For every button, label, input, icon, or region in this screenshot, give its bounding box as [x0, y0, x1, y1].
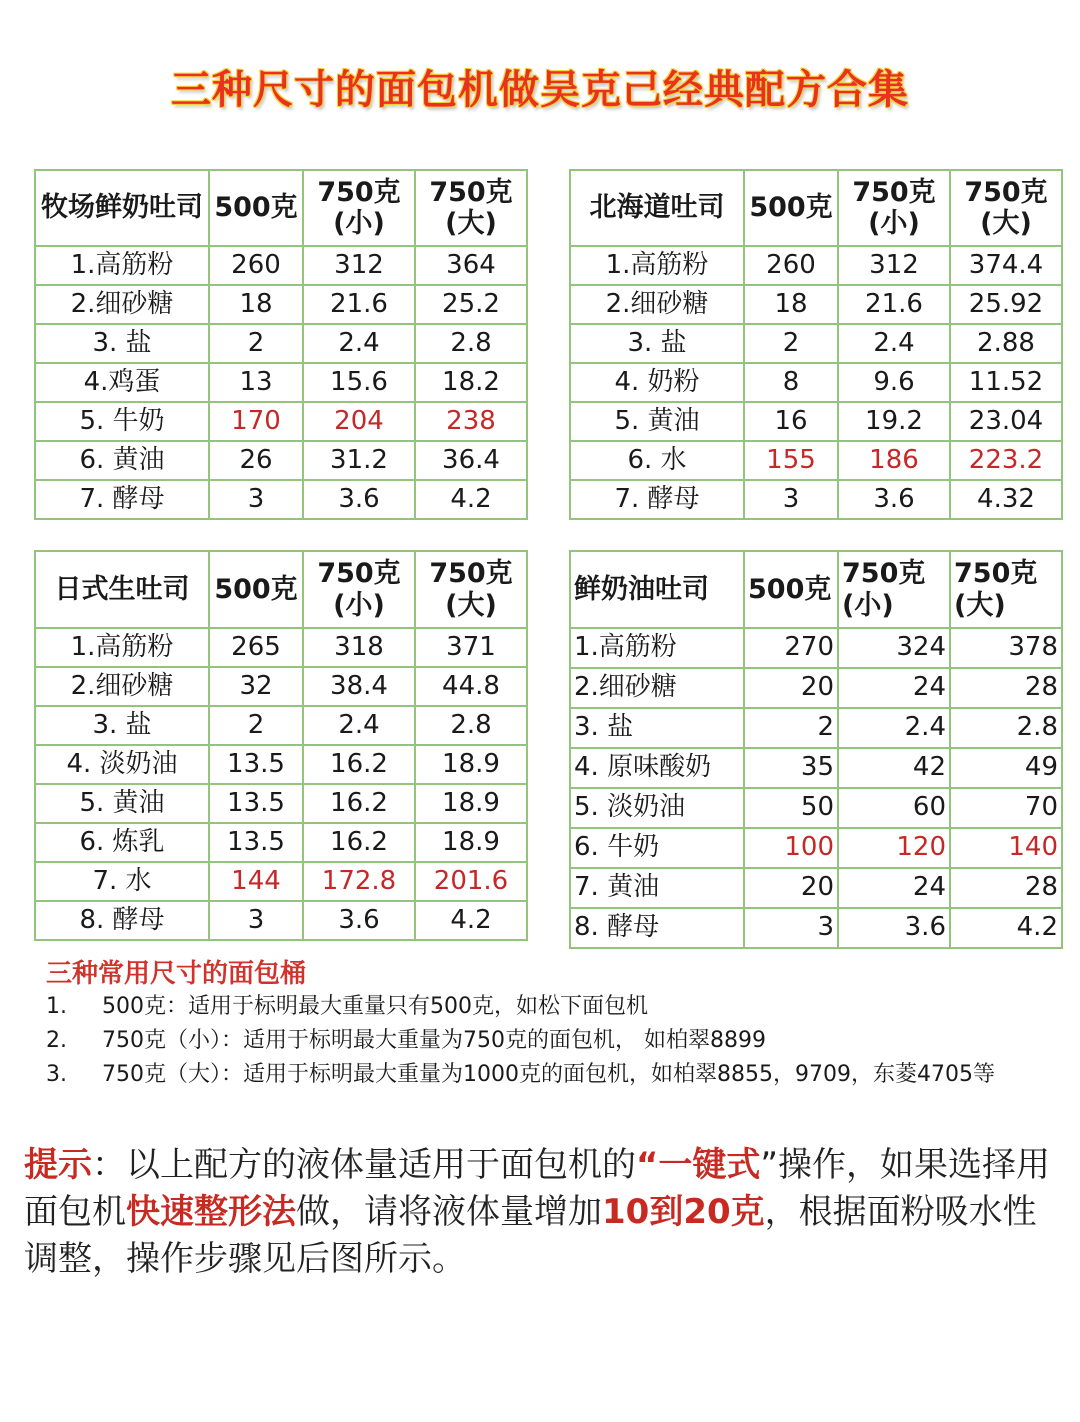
ingredient: 1.高筋粉 [570, 246, 744, 285]
amount-750-large: 2.8 [950, 708, 1062, 748]
amount-500: 13.5 [209, 745, 303, 784]
amount-750-large: 2.8 [415, 706, 527, 745]
ingredient: 2.细砂糖 [570, 668, 744, 708]
amount-500: 13.5 [209, 784, 303, 823]
ingredient: 2.细砂糖 [35, 285, 209, 324]
recipe-table-japanese [34, 550, 528, 941]
recipe-name: 鲜奶油吐司 [570, 551, 744, 628]
ingredient: 8. 酵母 [570, 908, 744, 948]
amount-750-large: 18.2 [415, 363, 527, 402]
amount-750-large: 28 [950, 668, 1062, 708]
ingredient: 6. 黄油 [35, 441, 209, 480]
amount-750-large: 374.4 [950, 246, 1062, 285]
amount-750-small: 3.6 [838, 480, 950, 519]
amount-750-small: 21.6 [303, 285, 415, 324]
amount-750-large: 2.88 [950, 324, 1062, 363]
amount-500: 2 [209, 324, 303, 363]
list-item [46, 990, 1056, 1024]
amount-750-large: 140 [950, 828, 1062, 868]
amount-750-large: 36.4 [415, 441, 527, 480]
amount-750-small: 15.6 [303, 363, 415, 402]
amount-750-small: 312 [838, 246, 950, 285]
amount-750-small: 42 [838, 748, 950, 788]
amount-750-small: 3.6 [303, 901, 415, 940]
amount-750-large: 378 [950, 628, 1062, 668]
amount-750-large: 28 [950, 868, 1062, 908]
amount-500: 18 [209, 285, 303, 324]
amount-750-small: 324 [838, 628, 950, 668]
ingredient: 7. 酵母 [570, 480, 744, 519]
ingredient: 5. 牛奶 [35, 402, 209, 441]
ingredient: 6. 炼乳 [35, 823, 209, 862]
amount-750-large: 23.04 [950, 402, 1062, 441]
col-header-750-small: 750克(小) [838, 551, 950, 628]
amount-750-small: 2.4 [838, 324, 950, 363]
amount-750-small: 2.4 [303, 706, 415, 745]
amount-750-small: 2.4 [303, 324, 415, 363]
ingredient: 4.鸡蛋 [35, 363, 209, 402]
amount-750-small: 31.2 [303, 441, 415, 480]
amount-500: 265 [209, 628, 303, 667]
recipe-name: 北海道吐司 [570, 170, 744, 246]
amount-750-large: 371 [415, 628, 527, 667]
amount-750-large: 70 [950, 788, 1062, 828]
amount-750-large: 4.2 [415, 480, 527, 519]
col-header-500: 500克 [209, 551, 303, 628]
col-header-750-large: 750克(大) [950, 551, 1062, 628]
tip-highlight: 10到20克 [602, 1192, 765, 1232]
amount-750-small: 21.6 [838, 285, 950, 324]
amount-500: 170 [209, 402, 303, 441]
amount-750-small: 24 [838, 868, 950, 908]
amount-500: 2 [209, 706, 303, 745]
amount-500: 144 [209, 862, 303, 901]
ingredient: 4. 奶粉 [570, 363, 744, 402]
amount-750-large: 49 [950, 748, 1062, 788]
ingredient: 5. 黄油 [570, 402, 744, 441]
list-number: 3. [46, 1062, 67, 1087]
ingredient: 5. 淡奶油 [570, 788, 744, 828]
recipe-table-fresh-cream [569, 550, 1063, 949]
list-number: 1. [46, 994, 67, 1019]
amount-750-large: 201.6 [415, 862, 527, 901]
col-header-750-large: 750克(大) [415, 551, 527, 628]
amount-500: 260 [744, 246, 838, 285]
recipe-name: 日式生吐司 [35, 551, 209, 628]
amount-500: 20 [744, 868, 838, 908]
ingredient: 2.细砂糖 [570, 285, 744, 324]
ingredient: 8. 酵母 [35, 901, 209, 940]
ingredient: 6. 牛奶 [570, 828, 744, 868]
amount-500: 13 [209, 363, 303, 402]
amount-750-small: 3.6 [838, 908, 950, 948]
amount-750-small: 24 [838, 668, 950, 708]
amount-750-small: 19.2 [838, 402, 950, 441]
tip-label: 提示 [24, 1145, 92, 1185]
col-header-500: 500克 [744, 170, 838, 246]
amount-750-large: 18.9 [415, 823, 527, 862]
tip-text: 做，请将液体量增加 [296, 1192, 602, 1232]
amount-750-large: 44.8 [415, 667, 527, 706]
ingredient: 3. 盐 [35, 324, 209, 363]
sizes-heading: 三种常用尺寸的面包桶 [46, 959, 307, 989]
page-title: 三种尺寸的面包机做吴克己经典配方合集 [171, 67, 909, 113]
amount-500: 3 [744, 908, 838, 948]
col-header-750-large: 750克(大) [950, 170, 1062, 246]
list-item [46, 1058, 1056, 1092]
amount-750-small: 172.8 [303, 862, 415, 901]
col-header-500: 500克 [209, 170, 303, 246]
ingredient: 1.高筋粉 [35, 628, 209, 667]
ingredient: 4. 淡奶油 [35, 745, 209, 784]
list-text: 750克（小）：适用于标明最大重量为750克的面包机， 如柏翠8899 [102, 1028, 766, 1053]
amount-750-large: 25.92 [950, 285, 1062, 324]
amount-500: 3 [209, 901, 303, 940]
amount-750-large: 11.52 [950, 363, 1062, 402]
ingredient: 3. 盐 [35, 706, 209, 745]
col-header-750-small: 750克(小) [303, 170, 415, 246]
recipe-name: 牧场鲜奶吐司 [35, 170, 209, 246]
amount-750-large: 18.9 [415, 784, 527, 823]
sizes-list [46, 990, 1056, 1092]
amount-750-large: 2.8 [415, 324, 527, 363]
amount-750-small: 2.4 [838, 708, 950, 748]
amount-500: 35 [744, 748, 838, 788]
amount-500: 50 [744, 788, 838, 828]
tip-highlight: 快速整形法 [126, 1192, 296, 1232]
amount-750-large: 238 [415, 402, 527, 441]
amount-750-small: 3.6 [303, 480, 415, 519]
tip-paragraph [24, 1142, 1056, 1283]
amount-750-small: 186 [838, 441, 950, 480]
tip-text: ”操作，如果选择用面包机 [24, 1145, 1050, 1232]
col-header-500: 500克 [744, 551, 838, 628]
tip-highlight: “一键式 [636, 1145, 761, 1185]
amount-750-small: 312 [303, 246, 415, 285]
amount-750-small: 120 [838, 828, 950, 868]
amount-500: 260 [209, 246, 303, 285]
ingredient: 3. 盐 [570, 708, 744, 748]
amount-500: 16 [744, 402, 838, 441]
amount-750-large: 4.32 [950, 480, 1062, 519]
list-text: 750克（大）：适用于标明最大重量为1000克的面包机，如柏翠8855，9709，东菱4705等 [102, 1062, 995, 1087]
ingredient: 1.高筋粉 [570, 628, 744, 668]
amount-500: 18 [744, 285, 838, 324]
amount-750-small: 204 [303, 402, 415, 441]
amount-500: 2 [744, 324, 838, 363]
ingredient: 7. 酵母 [35, 480, 209, 519]
amount-750-large: 4.2 [950, 908, 1062, 948]
recipe-table-hokkaido [569, 169, 1063, 520]
ingredient: 1.高筋粉 [35, 246, 209, 285]
amount-750-small: 318 [303, 628, 415, 667]
amount-750-small: 16.2 [303, 745, 415, 784]
amount-750-small: 38.4 [303, 667, 415, 706]
ingredient: 2.细砂糖 [35, 667, 209, 706]
amount-750-small: 60 [838, 788, 950, 828]
recipe-table-muchang [34, 169, 528, 520]
amount-750-large: 4.2 [415, 901, 527, 940]
col-header-750-small: 750克(小) [838, 170, 950, 246]
ingredient: 7. 水 [35, 862, 209, 901]
amount-750-small: 16.2 [303, 823, 415, 862]
amount-750-large: 364 [415, 246, 527, 285]
ingredient: 6. 水 [570, 441, 744, 480]
amount-500: 270 [744, 628, 838, 668]
amount-500: 3 [744, 480, 838, 519]
amount-750-large: 18.9 [415, 745, 527, 784]
col-header-750-small: 750克(小) [303, 551, 415, 628]
col-header-750-large: 750克(大) [415, 170, 527, 246]
list-number: 2. [46, 1028, 67, 1053]
amount-500: 8 [744, 363, 838, 402]
ingredient: 3. 盐 [570, 324, 744, 363]
amount-500: 2 [744, 708, 838, 748]
amount-500: 26 [209, 441, 303, 480]
ingredient: 5. 黄油 [35, 784, 209, 823]
ingredient: 4. 原味酸奶 [570, 748, 744, 788]
amount-500: 20 [744, 668, 838, 708]
amount-750-large: 223.2 [950, 441, 1062, 480]
amount-750-small: 16.2 [303, 784, 415, 823]
amount-500: 100 [744, 828, 838, 868]
amount-500: 3 [209, 480, 303, 519]
amount-500: 32 [209, 667, 303, 706]
tip-text: ：以上配方的液体量适用于面包机的 [92, 1145, 636, 1185]
amount-750-small: 9.6 [838, 363, 950, 402]
amount-750-large: 25.2 [415, 285, 527, 324]
ingredient: 7. 黄油 [570, 868, 744, 908]
tip-text: ，根据面粉吸水性调整，操作步骤见后图所示。 [24, 1192, 1037, 1279]
list-item [46, 1024, 1056, 1058]
list-text: 500克：适用于标明最大重量只有500克，如松下面包机 [102, 994, 648, 1019]
amount-500: 155 [744, 441, 838, 480]
amount-500: 13.5 [209, 823, 303, 862]
